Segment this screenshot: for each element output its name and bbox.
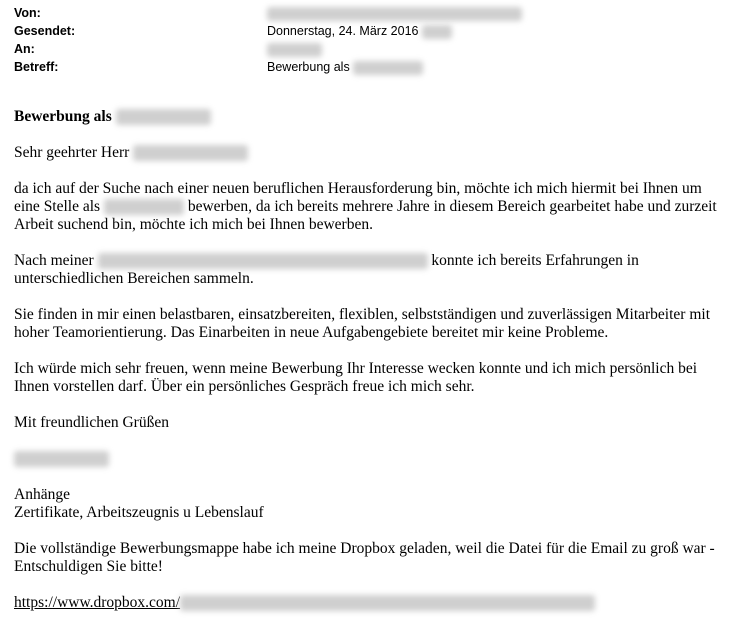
attachments (14, 486, 729, 522)
attachments-label: Anhänge (14, 486, 70, 503)
subject-value: Bewerbung als (267, 58, 423, 76)
salutation: Sehr geehrter Herr (14, 144, 729, 162)
subject-row (14, 58, 734, 76)
from-label: Von: (14, 6, 41, 20)
email-header (14, 4, 734, 76)
subject-label: Betreff: (14, 60, 59, 74)
paragraph-3: Sie finden in mir einen belastbaren, einsatzbereiten, flexiblen, selbstständigen und zuverlässigen Mitarbeiter mit hoher Teamorientierung. Das Einarbeiten in neue Aufgabengebiete bereitet mir keine Probleme. (14, 306, 710, 341)
closing: Mit freundlichen Grüßen (14, 414, 169, 431)
to-row (14, 40, 734, 58)
sent-value: Donnerstag, 24. März 2016 (267, 22, 452, 40)
attachments-value: Zertifikate, Arbeitszeugnis u Lebenslauf (14, 504, 264, 521)
signature-redacted (14, 450, 729, 468)
subject-heading: Bewerbung als (14, 108, 729, 126)
sent-row (14, 22, 734, 40)
paragraph-5: Die vollständige Bewerbungsmappe habe ich meine Dropbox geladen, weil die Datei für die Email zu groß war - Entschuldigen Sie bitte! (14, 540, 715, 575)
sent-label: Gesendet: (14, 24, 76, 38)
dropbox-link-line (14, 594, 729, 612)
from-row (14, 4, 734, 22)
paragraph-1: da ich auf der Suche nach einer neuen beruflichen Herausforderung bin, möchte ich mich hiermit bei Ihnen um eine Stelle als bewerben, da ich bereits mehrere Jahre in diesem Bereich gearbeitet habe und zurzeit Arbeit suchend bin, möchte ich mich bei Ihnen bewerben. (14, 180, 717, 233)
paragraph-2: Nach meiner konnte ich bereits Erfahrungen in unterschiedlichen Bereichen sammeln. (14, 252, 639, 287)
to-label: An: (14, 42, 35, 56)
paragraph-4: Ich würde mich sehr freuen, wenn meine Bewerbung Ihr Interesse wecken konnte und ich mich persönlich bei Ihnen vorstellen darf. Über ein persönliches Gespräch freue ich mich sehr. (14, 360, 698, 395)
dropbox-link[interactable]: https://www.dropbox.com/ (14, 594, 181, 611)
from-value-redacted (267, 4, 522, 22)
to-value-redacted (267, 40, 322, 58)
link-path-redacted (180, 595, 595, 611)
email-body (14, 108, 729, 630)
